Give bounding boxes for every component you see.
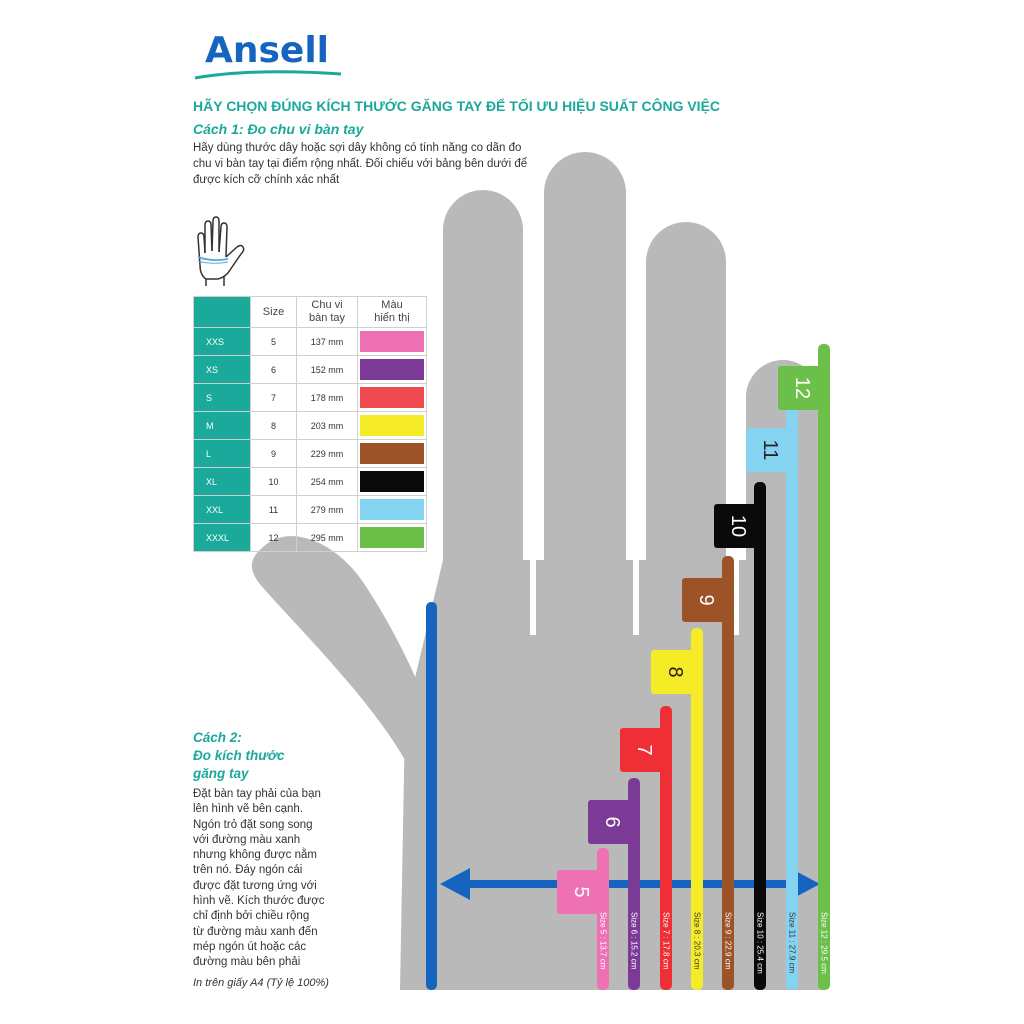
size-flag-number: 5 xyxy=(570,886,592,898)
header-circumference xyxy=(297,297,358,328)
header-code xyxy=(194,297,251,328)
method2-line: nhưng không được nằm xyxy=(193,849,317,862)
header-color xyxy=(358,297,427,328)
row-code: L xyxy=(194,440,251,468)
header-color-line: Màu xyxy=(381,299,403,311)
method2-title-line: găng tay xyxy=(193,766,249,781)
color-swatch xyxy=(360,331,424,352)
brand-logo: Ansell xyxy=(205,30,330,71)
size-flag-number: 10 xyxy=(727,514,749,538)
size-bar-label: Size 8 : 20.3 cm xyxy=(692,912,702,970)
row-size: 12 xyxy=(251,524,297,552)
size-bar-line xyxy=(786,406,798,990)
row-code: XXXL xyxy=(194,524,251,552)
size-bar-label: Size 11 : 27.9 cm xyxy=(787,912,797,974)
row-code: XXS xyxy=(194,328,251,356)
method1-line: Hãy dùng thước dây hoặc sợi dây không có tính năng co dãn đo xyxy=(193,142,522,154)
size-bar-label: Size 12 : 29.5 cm xyxy=(819,912,829,974)
method2-line: từ đường màu xanh đến xyxy=(193,925,318,938)
row-circumference: 203 mm xyxy=(297,412,358,440)
row-color xyxy=(358,356,427,384)
size-flag-number: 12 xyxy=(791,376,813,400)
method2-line: với đường màu xanh xyxy=(193,833,301,846)
table-row xyxy=(194,356,427,384)
row-size: 6 xyxy=(251,356,297,384)
method1-line: chu vi bàn tay tại điểm rộng nhất. Đối chiếu với bảng bên dưới để xyxy=(193,158,528,170)
row-size: 8 xyxy=(251,412,297,440)
method2-line: lên hình vẽ bên cạnh. xyxy=(193,803,303,816)
header-color-line: hiển thị xyxy=(374,312,410,324)
row-code: XXL xyxy=(194,496,251,524)
table-row xyxy=(194,328,427,356)
method1-line: được kích cỡ chính xác nhất xyxy=(193,174,340,186)
row-code: S xyxy=(194,384,251,412)
method2-title xyxy=(193,729,284,783)
table-row xyxy=(194,524,427,552)
row-size: 10 xyxy=(251,468,297,496)
row-size: 5 xyxy=(251,328,297,356)
size-flag-number: 9 xyxy=(695,594,717,606)
color-swatch xyxy=(360,443,424,464)
method2-description xyxy=(193,787,343,971)
page-headline: HÃY CHỌN ĐÚNG KÍCH THƯỚC GĂNG TAY ĐỂ TỐI ƯU HIỆU SUẤT CÔNG VIỆC xyxy=(193,98,721,114)
method2-line: hình vẽ. Kích thước được xyxy=(193,895,325,908)
row-circumference: 279 mm xyxy=(297,496,358,524)
header-circ-line: Chu vi xyxy=(311,299,343,311)
color-swatch xyxy=(360,471,424,492)
header-circ-line: bàn tay xyxy=(308,312,346,324)
table-row xyxy=(194,440,427,468)
method2-title-line: Cách 2: xyxy=(193,730,242,745)
size-bar-label: Size 7 : 17.8 cm xyxy=(661,912,671,970)
row-color xyxy=(358,412,427,440)
size-bar-label: Size 9 : 22.9 cm xyxy=(723,912,733,970)
color-swatch xyxy=(360,415,424,436)
color-swatch xyxy=(360,387,424,408)
size-flag-number: 8 xyxy=(664,666,686,678)
logo-swoosh-icon xyxy=(193,64,343,84)
size-flag-number: 6 xyxy=(601,816,623,828)
row-color xyxy=(358,496,427,524)
table-row xyxy=(194,412,427,440)
method2-line: chỉ định bởi chiều rộng xyxy=(193,910,310,923)
color-swatch xyxy=(360,527,424,548)
header-size: Size xyxy=(251,297,297,328)
method1-title: Cách 1: Đo chu vi bàn tay xyxy=(193,121,364,137)
reference-line xyxy=(426,602,437,990)
method2-line: được đặt tương ứng với xyxy=(193,879,317,892)
size-bar-line xyxy=(818,344,830,990)
method2-title-line: Đo kích thước xyxy=(193,748,285,763)
row-circumference: 178 mm xyxy=(297,384,358,412)
row-code: XL xyxy=(194,468,251,496)
row-circumference: 254 mm xyxy=(297,468,358,496)
method2-line: trên nó. Đáy ngón cái xyxy=(193,864,303,877)
hand-measure-icon xyxy=(190,215,256,287)
size-bar-label: Size 6 : 15.2 cm xyxy=(629,912,639,970)
row-size: 9 xyxy=(251,440,297,468)
table-row xyxy=(194,468,427,496)
table-row xyxy=(194,496,427,524)
size-table xyxy=(193,296,427,552)
size-flag-number: 11 xyxy=(759,439,781,461)
row-color xyxy=(358,524,427,552)
method2-line: mép ngón út hoặc các xyxy=(193,940,307,953)
row-code: M xyxy=(194,412,251,440)
size-table-header xyxy=(194,297,427,328)
row-circumference: 137 mm xyxy=(297,328,358,356)
method2-line: Đặt bàn tay phải của bạn xyxy=(193,788,321,800)
row-code: XS xyxy=(194,356,251,384)
row-size: 7 xyxy=(251,384,297,412)
row-circumference: 152 mm xyxy=(297,356,358,384)
row-circumference: 229 mm xyxy=(297,440,358,468)
color-swatch xyxy=(360,359,424,380)
method1-description xyxy=(193,140,543,188)
size-flag-number: 7 xyxy=(633,744,655,756)
color-swatch xyxy=(360,499,424,520)
print-note: In trên giấy A4 (Tỷ lệ 100%) xyxy=(193,977,329,989)
table-row xyxy=(194,384,427,412)
method2-line: đường màu bên phải xyxy=(193,956,301,969)
size-bar-label: Size 10 : 25.4 cm xyxy=(755,912,765,974)
method2-line: Ngón trỏ đặt song song xyxy=(193,818,313,831)
row-color xyxy=(358,328,427,356)
size-bar-label: Size 5 : 13.7 cm xyxy=(598,912,608,970)
row-color xyxy=(358,468,427,496)
row-circumference: 295 mm xyxy=(297,524,358,552)
row-color xyxy=(358,440,427,468)
row-size: 11 xyxy=(251,496,297,524)
row-color xyxy=(358,384,427,412)
